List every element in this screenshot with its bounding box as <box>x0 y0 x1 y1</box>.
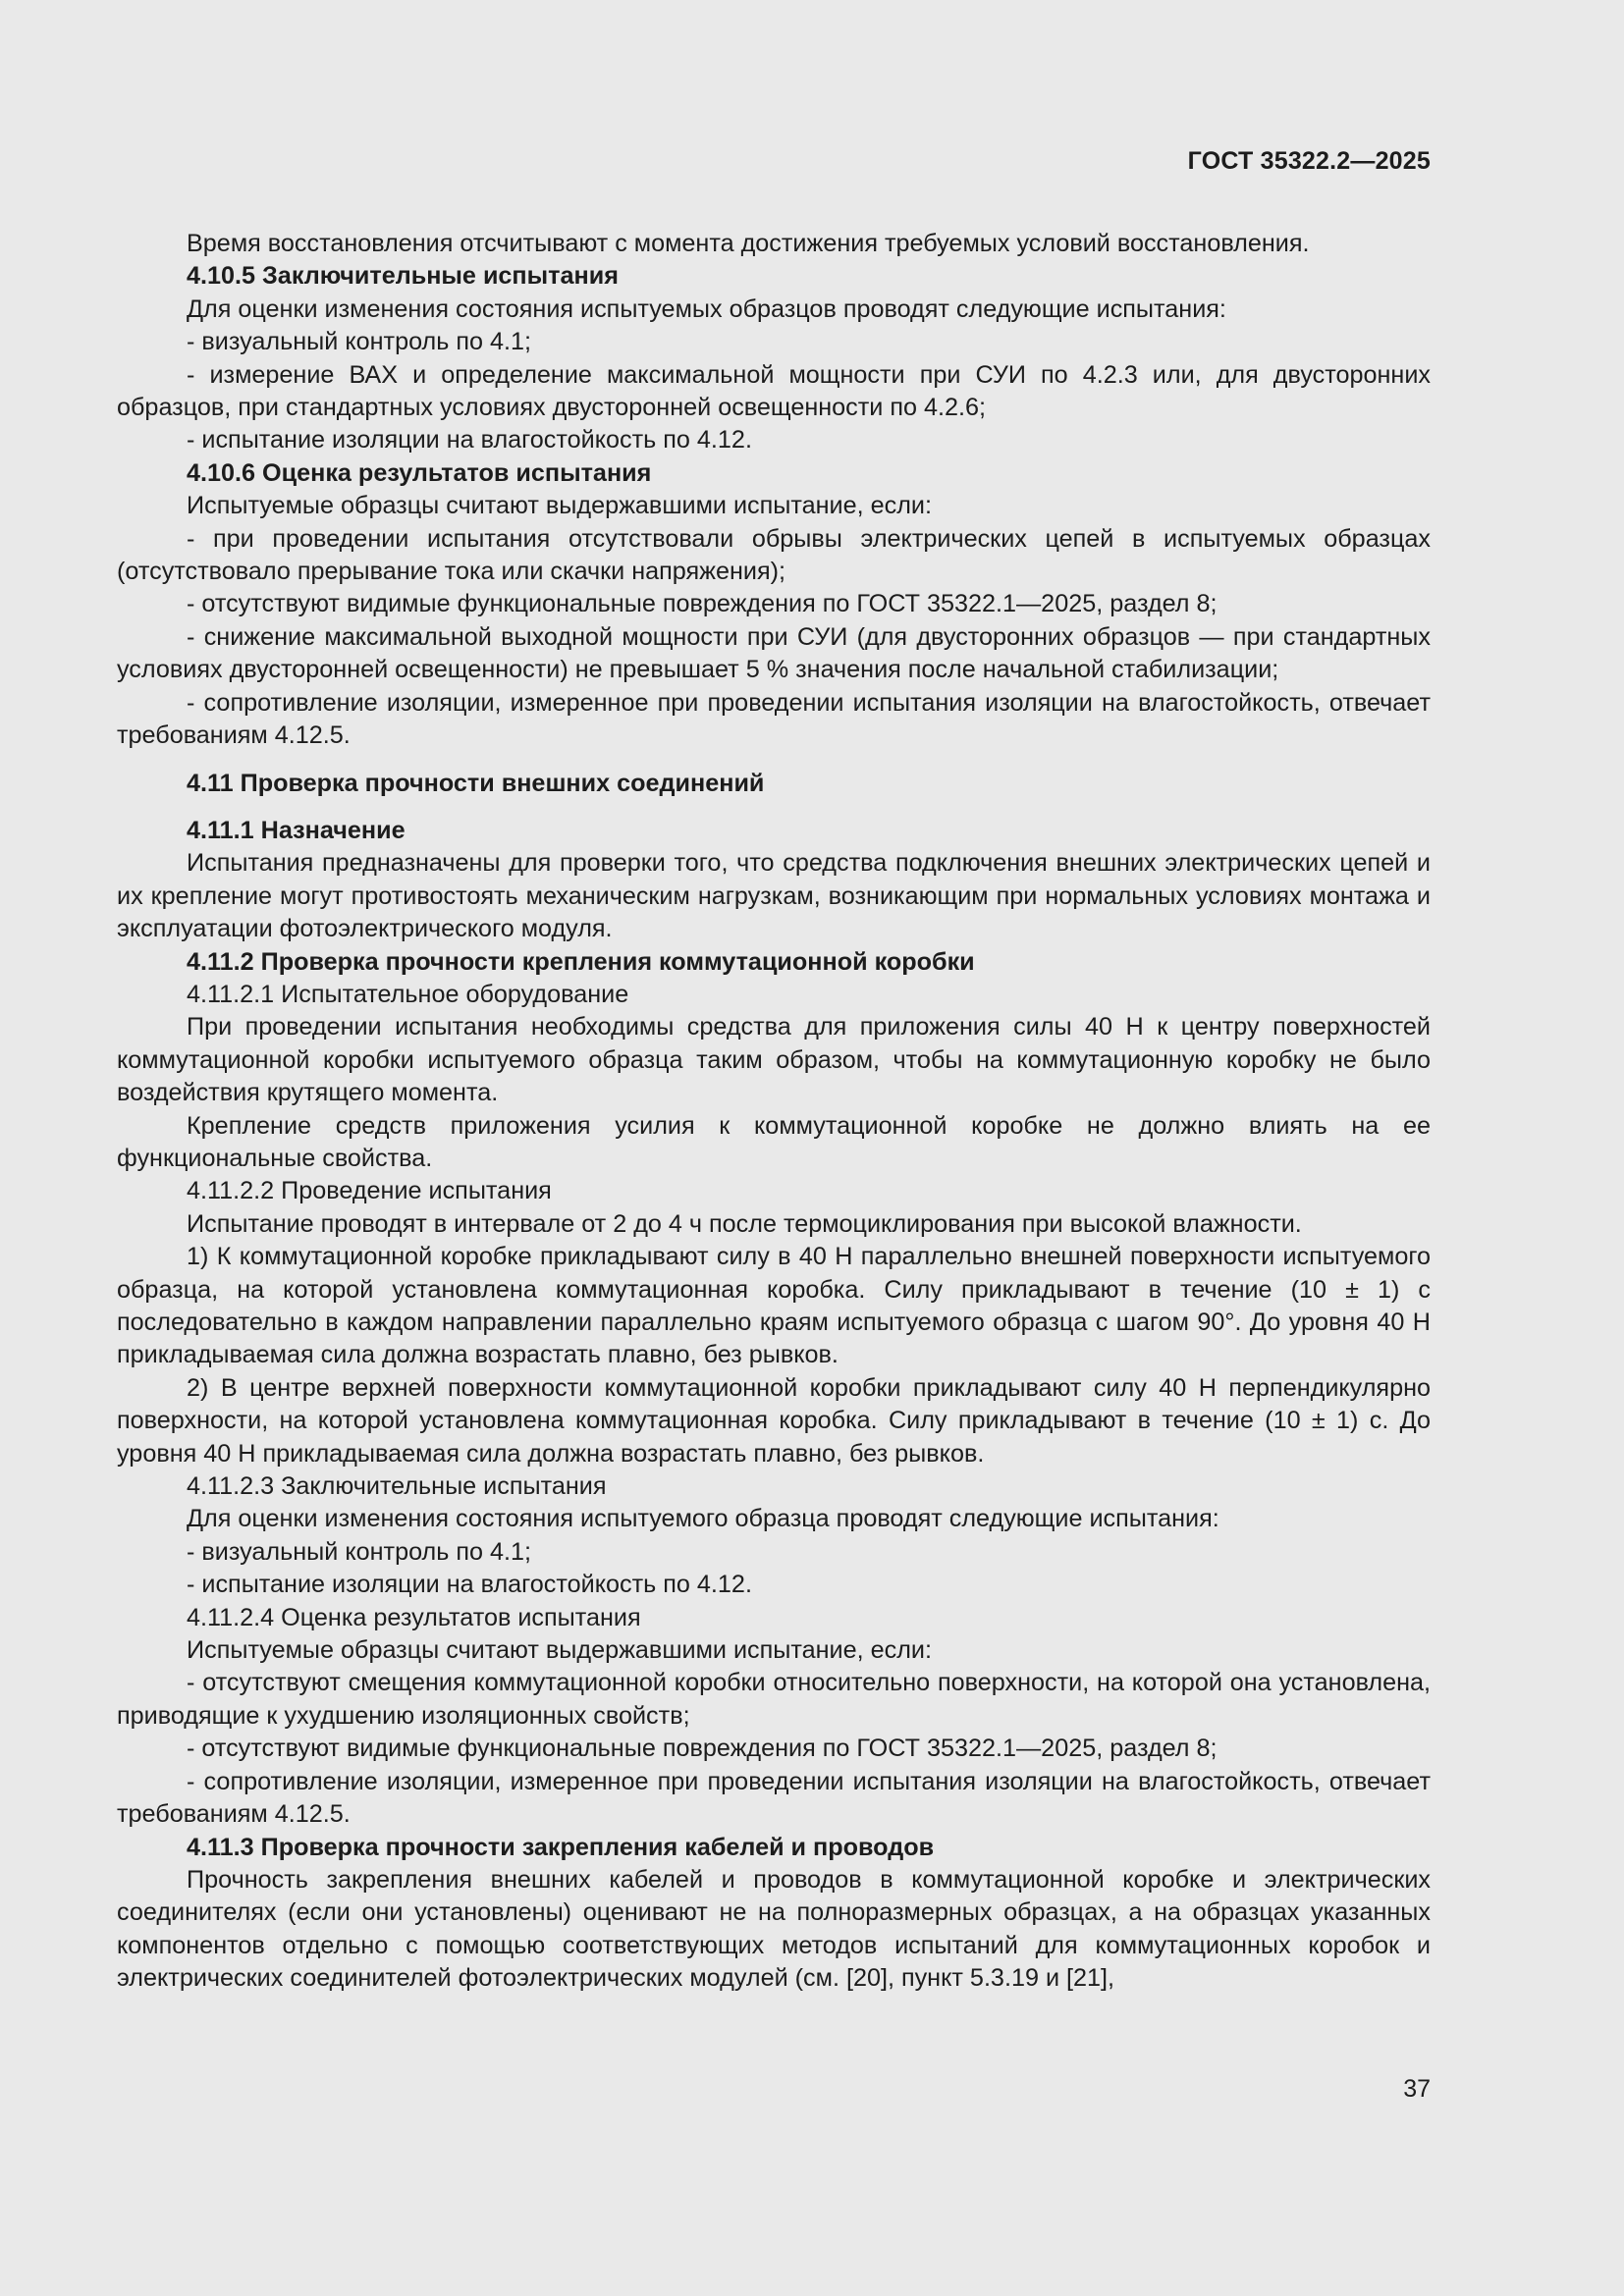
paragraph: - сопротивление изоляции, измеренное при проведении испытания изоляции на влагостойкость, отвечает требованиям 4.12.5. <box>117 1767 1431 1829</box>
paragraph: Испытание проводят в интервале от 2 до 4 ч после термоциклирования при высокой влажности. <box>187 1209 1302 1238</box>
paragraph: - снижение максимальной выходной мощности при СУИ (для двусторонних образцов — при стандартных условиях двусторонней освещенности) не превышает 5 % значения после начальной стабилизации; <box>117 622 1431 684</box>
section-heading: 4.11.2 Проверка прочности крепления коммутационной коробки <box>187 947 975 976</box>
section-heading: 4.10.5 Заключительные испытания <box>187 262 619 291</box>
section-heading: 4.11 Проверка прочности внешних соединений <box>187 769 765 797</box>
paragraph: 4.11.2.2 Проведение испытания <box>187 1177 552 1205</box>
paragraph: - отсутствуют смещения коммутационной коробки относительно поверхности, на которой она установлена, приводящие к ухудшению изоляционных свойств; <box>117 1669 1431 1730</box>
paragraph: Для оценки изменения состояния испытуемых образцов проводят следующие испытания: <box>187 294 1226 323</box>
paragraph: - отсутствуют видимые функциональные повреждения по ГОСТ 35322.1—2025, раздел 8; <box>187 1735 1218 1763</box>
section-heading: 4.11.1 Назначение <box>187 816 406 844</box>
paragraph: Испытуемые образцы считают выдержавшими испытание, если: <box>187 492 932 520</box>
paragraph: - визуальный контроль по 4.1; <box>187 328 532 356</box>
paragraph: - отсутствуют видимые функциональные повреждения по ГОСТ 35322.1—2025, раздел 8; <box>187 590 1218 618</box>
page-number: 37 <box>1403 2075 1431 2103</box>
paragraph: - визуальный контроль по 4.1; <box>187 1537 532 1566</box>
paragraph: - измерение ВАХ и определение максимальной мощности при СУИ по 4.2.3 или, для двусторонних образцов, при стандартных условиях двусторонней освещенности по 4.2.6; <box>117 360 1431 422</box>
section-heading: 4.11.3 Проверка прочности закрепления кабелей и проводов <box>187 1833 935 1861</box>
paragraph: Время восстановления отсчитывают с момента достижения требуемых условий восстановления. <box>187 230 1310 257</box>
paragraph: Прочность закрепления внешних кабелей и проводов в коммутационной коробке и электрических соединителях (если они установлены) оценивают не на полноразмерных образцах, а на образцах указанных компонентов отдельно с помощью соответствующих методов испытаний для коммутационных коробок и электрических соединителей фотоэлектрических модулей (см. [20], пункт 5.3.19 и [21], <box>117 1865 1431 1993</box>
paragraph: 4.11.2.4 Оценка результатов испытания <box>187 1603 641 1631</box>
document-header: ГОСТ 35322.2—2025 <box>1187 147 1431 175</box>
paragraph: 2) В центре верхней поверхности коммутационной коробки прикладывают силу 40 Н перпендикулярно поверхности, на которой установлена коммутационная коробка. Силу прикладывают в течение (10 ± 1) с. До уровня 40 Н прикладываемая сила должна возрастать плавно, без рывков. <box>117 1373 1431 1468</box>
paragraph: - при проведении испытания отсутствовали обрывы электрических цепей в испытуемых образцах (отсутствовало прерывание тока или скачки напряжения); <box>117 524 1431 586</box>
paragraph: - сопротивление изоляции, измеренное при проведении испытания изоляции на влагостойкость, отвечает требованиям 4.12.5. <box>117 688 1431 750</box>
paragraph: Крепление средств приложения усилия к коммутационной коробке не должно влиять на ее функциональные свойства. <box>117 1111 1431 1172</box>
paragraph: 1) К коммутационной коробке прикладывают силу в 40 Н параллельно внешней поверхности испытуемого образца, на которой установлена коммутационная коробка. Силу прикладывают в течение (10 ± 1) с последовательно в каждом направлении параллельно краям испытуемого образца с шагом 90°. До уровня 40 Н прикладываемая сила должна возрастать плавно, без рывков. <box>117 1243 1431 1369</box>
document-body <box>117 228 1431 1996</box>
paragraph: Испытуемые образцы считают выдержавшими испытание, если: <box>187 1636 932 1665</box>
paragraph: Испытания предназначены для проверки того, что средства подключения внешних электрических цепей и их крепление могут противостоять механическим нагрузкам, возникающим при нормальных условиях монтажа и эксплуатации фотоэлектрического модуля. <box>117 849 1431 943</box>
paragraph: 4.11.2.1 Испытательное оборудование <box>187 980 629 1008</box>
paragraph: - испытание изоляции на влагостойкость по 4.12. <box>187 1571 752 1599</box>
paragraph: 4.11.2.3 Заключительные испытания <box>187 1472 607 1501</box>
paragraph: Для оценки изменения состояния испытуемого образца проводят следующие испытания: <box>187 1505 1219 1533</box>
paragraph: - испытание изоляции на влагостойкость по 4.12. <box>187 426 752 454</box>
section-heading: 4.10.6 Оценка результатов испытания <box>187 458 652 487</box>
paragraph: При проведении испытания необходимы средства для приложения силы 40 Н к центру поверхностей коммутационной коробки испытуемого образца таким образом, чтобы на коммутационную коробку не было воздействия крутящего момента. <box>117 1013 1431 1107</box>
